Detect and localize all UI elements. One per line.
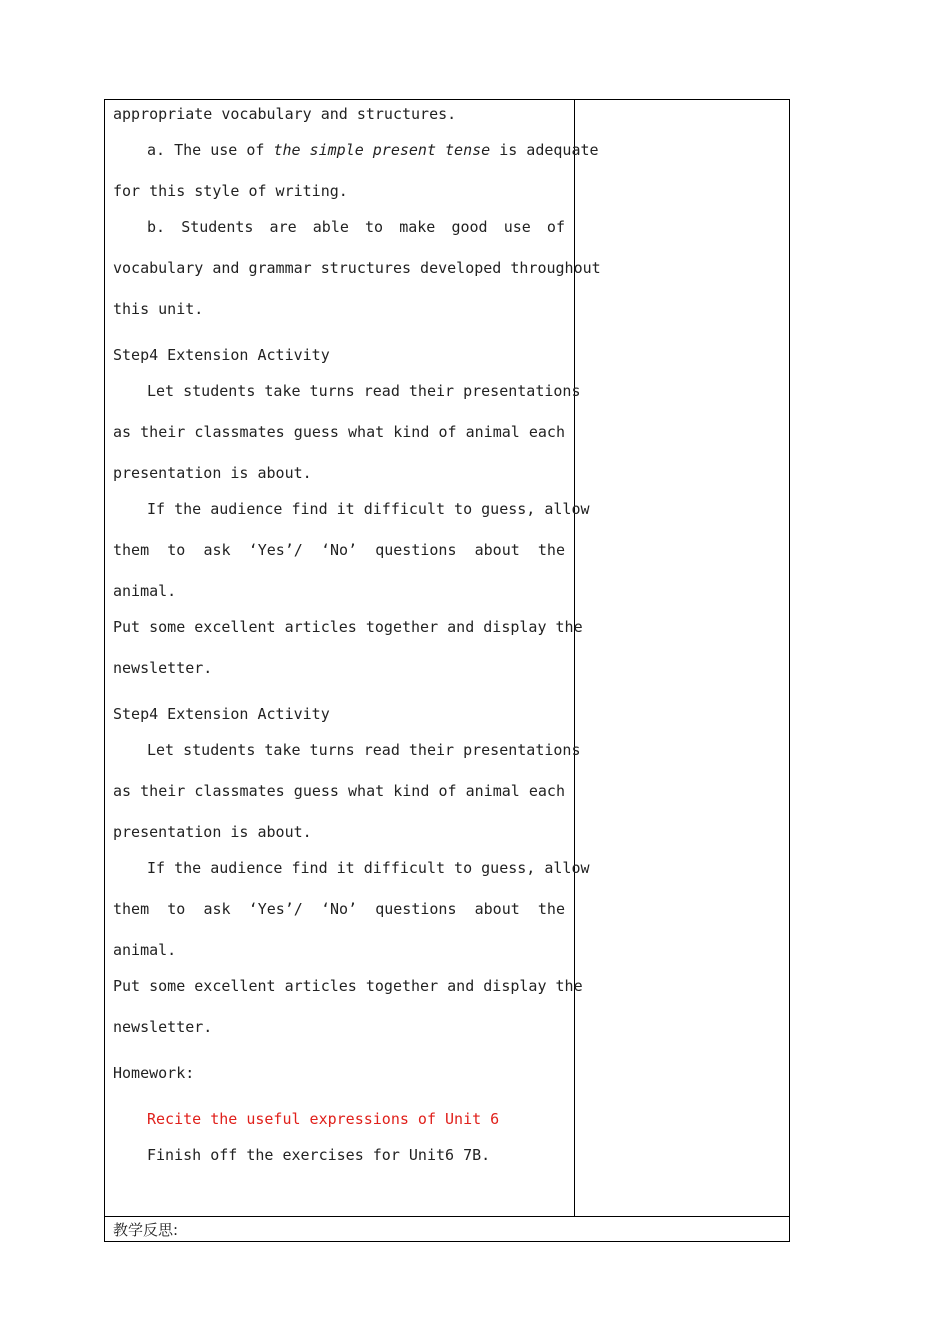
point-b-line1: b. Students are able to make good use of [147,218,565,236]
extension-para3-line2: newsletter. [113,659,213,677]
notes-cell [575,100,789,1216]
extension-heading: Step4 Extension Activity [113,346,330,364]
extension-para3-line2: newsletter. [113,1018,213,1036]
extension-para1-line3: presentation is about. [113,823,312,841]
point-b-line2: vocabulary and grammar structures developed throughout [113,259,601,277]
point-a-emphasis: the simple present tense [273,141,491,159]
extension-para2-line3: animal. [113,941,177,959]
extension-para2-line1: If the audience find it difficult to guess, allow [147,500,590,518]
reflection-label: 教学反思: [113,1221,179,1239]
extension-para1-line2: as their classmates guess what kind of animal each [113,423,565,441]
extension-para3-line1: Put some excellent articles together and display the [113,977,583,995]
homework-label: Homework: [113,1064,195,1082]
intro-line: appropriate vocabulary and structures. [113,105,457,123]
point-b-line3: this unit. [113,300,204,318]
extension-para2-line3: animal. [113,582,177,600]
extension-para2-line1: If the audience find it difficult to guess, allow [147,859,590,877]
extension-para2-line2: them to ask ‘Yes’/ ‘No’ questions about the [113,541,565,559]
homework-item-recite: Recite the useful expressions of Unit 6 [147,1110,500,1128]
extension-heading: Step4 Extension Activity [113,705,330,723]
extension-para1-line3: presentation is about. [113,464,312,482]
homework-item-exercises: Finish off the exercises for Unit6 7B. [147,1146,491,1164]
extension-para3-line1: Put some excellent articles together and display the [113,618,583,636]
lesson-plan-table [104,99,790,1242]
extension-para1-line1: Let students take turns read their presentations [147,382,581,400]
extension-para1-line1: Let students take turns read their presentations [147,741,581,759]
extension-para2-line2: them to ask ‘Yes’/ ‘No’ questions about the [113,900,565,918]
reflection-row [105,1216,789,1242]
point-a: a. The use of the simple present tense is adequate [147,141,599,159]
point-a-continuation: for this style of writing. [113,182,348,200]
extension-para1-line2: as their classmates guess what kind of animal each [113,782,565,800]
content-cell [105,100,601,1216]
